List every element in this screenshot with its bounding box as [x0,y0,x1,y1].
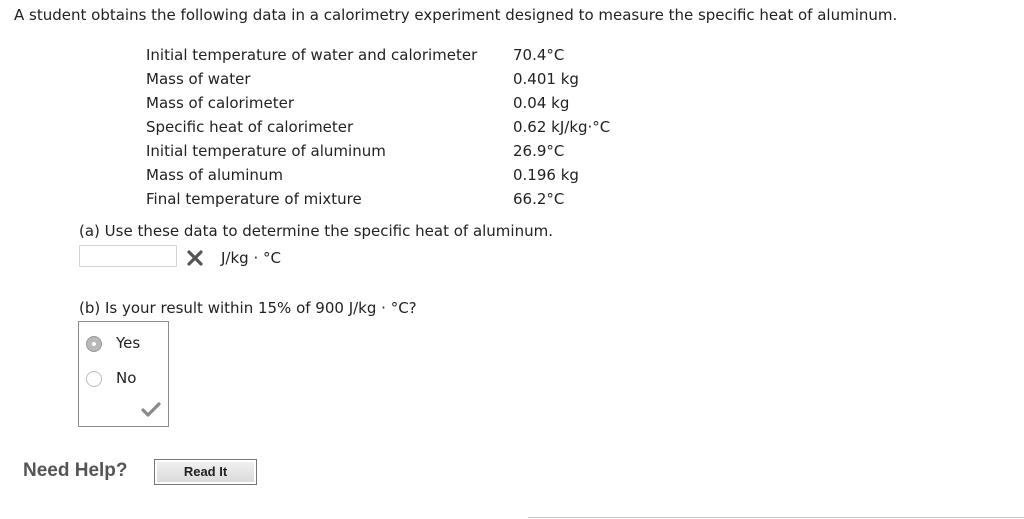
data-label-mass-calorimeter: Mass of calorimeter [146,94,294,112]
data-label-initial-temp-water: Initial temperature of water and calorimeter [146,46,478,64]
incorrect-x-icon [186,249,204,267]
divider [528,517,1024,518]
need-help-label: Need Help? [23,460,128,481]
part-a-unit: J/kg · °C [221,249,281,267]
part-b-prompt: (b) Is your result within 15% of 900 J/kg · °C? [79,299,417,317]
radio-yes[interactable] [86,336,102,352]
data-value-initial-temp-aluminum: 26.9°C [513,142,565,160]
data-label-final-temp: Final temperature of mixture [146,190,362,208]
specific-heat-answer-input[interactable] [79,245,177,267]
data-value-mass-water: 0.401 kg [513,70,579,88]
option-no-label[interactable]: No [116,369,137,387]
data-value-specific-heat-calorimeter: 0.62 kJ/kg·°C [513,118,611,136]
data-value-initial-temp-water: 70.4°C [513,46,565,64]
data-value-mass-aluminum: 0.196 kg [513,166,579,184]
correct-check-icon [141,402,161,418]
question-intro: A student obtains the following data in a calorimetry experiment designed to measure the specific heat of aluminum. [14,6,898,24]
data-label-specific-heat-calorimeter: Specific heat of calorimeter [146,118,354,136]
data-label-mass-water: Mass of water [146,70,251,88]
data-value-mass-calorimeter: 0.04 kg [513,94,570,112]
radio-no[interactable] [86,371,102,387]
data-label-mass-aluminum: Mass of aluminum [146,166,284,184]
option-yes-label[interactable]: Yes [116,334,141,352]
data-value-final-temp: 66.2°C [513,190,565,208]
read-it-button[interactable]: Read It [154,459,257,485]
part-a-prompt: (a) Use these data to determine the specific heat of aluminum. [79,222,553,240]
data-label-initial-temp-aluminum: Initial temperature of aluminum [146,142,386,160]
